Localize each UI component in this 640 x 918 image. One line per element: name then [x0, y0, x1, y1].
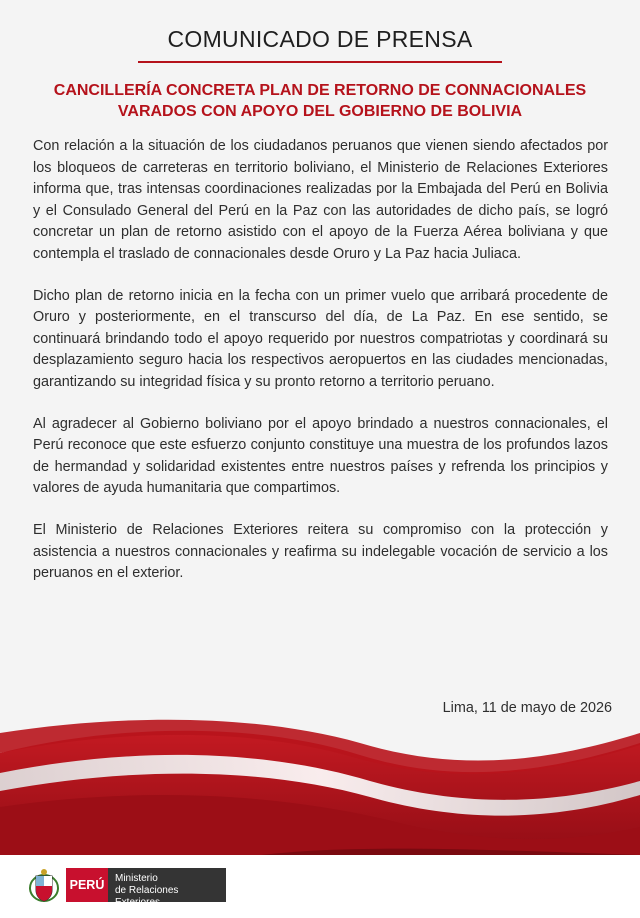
ministry-logo — [108, 868, 226, 908]
headline-line-2: VARADOS CON APOYO DEL GOBIERNO DE BOLIVIA — [117, 103, 523, 120]
date-line: Lima, 11 de mayo de 2026 — [442, 700, 612, 716]
paragraph-4: El Ministerio de Relaciones Exteriores reitera su compromiso con la protección y asistencia a nuestros connacionales y reafirma su indelegable vocación de servicio a los peruanos en el exterior. — [33, 521, 608, 582]
peru-logo: PERÚ — [66, 868, 108, 902]
paragraph-1: Con relación a la situación de los ciudadanos peruanos que vienen siendo afectados por los bloqueos de carreteras en territorio boliviano, el Ministerio de Relaciones Exteriores informa que, tras intensas coordinaciones realizadas por la Embajada del Perú en Bolivia y el Consulado General del Perú en la Paz con las autoridades de dicho país, se logró concretar un plan de retorno asistido con el apoyo de la Fuerza Aérea boliviana y que contempla el traslado de connacionales desde Oruro y La Paz hacia Juliaca. — [33, 138, 608, 262]
title-underline — [138, 61, 502, 63]
page-title: COMUNICADO DE PRENSA — [167, 26, 473, 52]
headline — [20, 80, 620, 122]
decorative-banner — [0, 715, 640, 865]
ministry-line-1: Ministerio — [115, 873, 158, 884]
paragraph-3: Al agradecer al Gobierno boliviano por el apoyo brindado a nuestros connacionales, el Perú reconoce que este esfuerzo conjunto constituye una muestra de los profundos lazos de hermandad y solidaridad existentes entre nuestros países y refrenda los principios y valores de ayuda humanitaria que compartimos. — [33, 415, 608, 497]
paragraph-2: Dicho plan de retorno inicia en la fecha con un primer vuelo que arribará procedente de Oruro y posteriormente, en el transcurso del día, de La Paz. En ese sentido, se continuará brindando todo el apoyo requerido por nuestros compatriotas y coordinará su desplazamiento seguro hacia los respectivos aeropuertos en las ciudades mencionadas, garantizando su integridad física y su pronto retorno a territorio peruano. — [33, 287, 608, 390]
body-text — [33, 136, 608, 605]
ministry-line-2: de Relaciones Exteriores — [115, 885, 179, 908]
coat-of-arms-icon — [28, 866, 60, 906]
headline-line-1: CANCILLERÍA CONCRETA PLAN DE RETORNO DE CONNACIONALES — [53, 82, 587, 99]
